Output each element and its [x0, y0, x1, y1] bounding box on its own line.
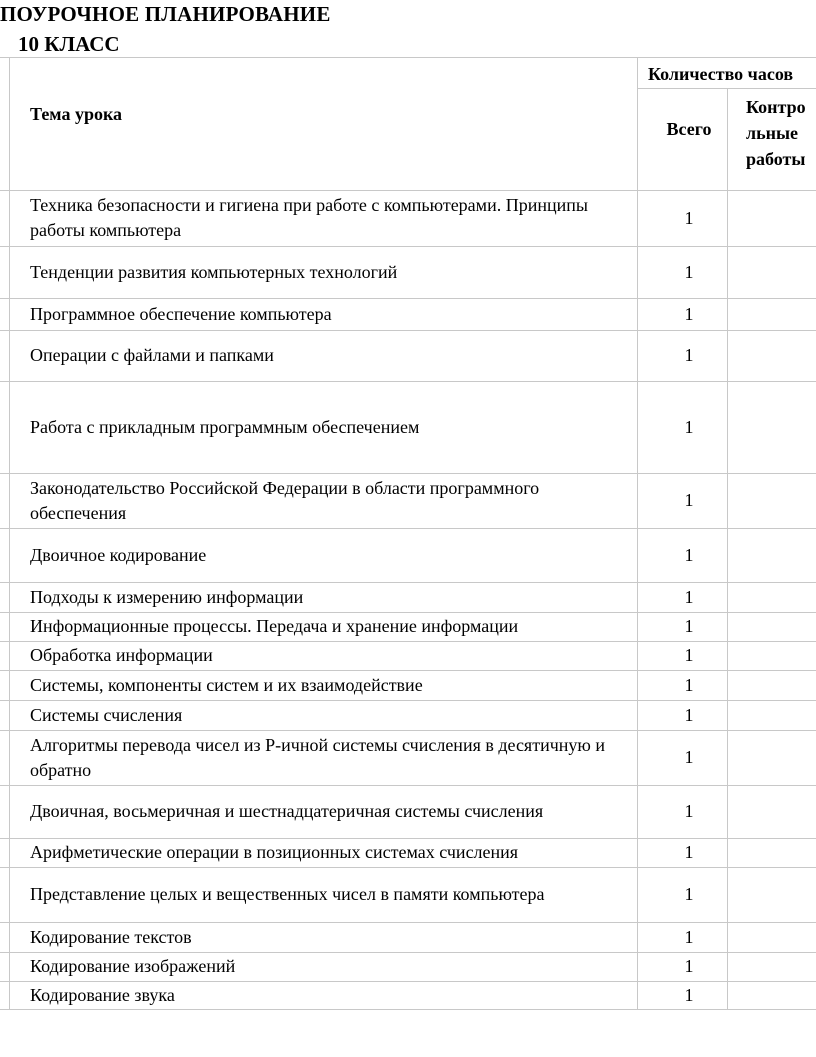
table-row-topic: Программное обеспечение компьютера [30, 303, 332, 324]
table-row-topic: Арифметические операции в позиционных системах счисления [30, 842, 519, 862]
table-row-hours: 1 [684, 926, 694, 947]
table-row-topic: Подходы к измерению информации [30, 586, 304, 607]
table-row-topic: Системы счисления [30, 704, 183, 725]
table-row-hours: 1 [684, 586, 694, 607]
header-hours-group: Количество часов [648, 64, 794, 84]
table-border [0, 57, 816, 58]
table-row-hours: 1 [684, 956, 694, 976]
table-row-hours: 1 [684, 207, 694, 228]
table-row-hours: 1 [684, 842, 694, 862]
table-row-topic: Обработка информации [30, 645, 213, 665]
header-control-line: льные [746, 123, 799, 143]
table-row-topic: Работа с прикладным программным обеспечением [30, 416, 420, 437]
table-row-hours: 1 [684, 616, 694, 636]
row-divider [0, 1009, 816, 1010]
table-row-hours: 1 [684, 490, 694, 510]
table-row-topic: Законодательство Российской Федерации в области программного обеспечения [30, 477, 540, 523]
table-row-topic: Техника безопасности и гигиена при работе с компьютерами. Принципы работы компьютера [30, 195, 588, 240]
table-row-hours: 1 [684, 674, 694, 695]
table-row-hours: 1 [684, 801, 694, 821]
table-row-topic: Системы, компоненты систем и их взаимодействие [30, 674, 423, 695]
table-row-hours: 1 [684, 345, 694, 365]
header-topic: Тема урока [30, 104, 123, 124]
table-row-topic: Кодирование текстов [30, 926, 192, 947]
table-row-hours: 1 [684, 544, 694, 565]
table-row-hours: 1 [684, 416, 694, 437]
column-divider [9, 57, 10, 1009]
table-row-hours: 1 [684, 645, 694, 665]
column-divider [637, 57, 638, 1009]
table-row-topic: Операции с файлами и папками [30, 345, 274, 365]
table-row-topic: Представление целых и вещественных чисел в памяти компьютера [30, 884, 545, 904]
table-row-topic: Кодирование звука [30, 984, 175, 1005]
table-row-topic: Кодирование изображений [30, 956, 236, 976]
table-row-hours: 1 [684, 261, 694, 282]
table-row-topic: Алгоритмы перевода чисел из Р-ичной системы счисления в десятичную и обратно [30, 734, 605, 780]
page-subtitle: 10 КЛАСС [18, 32, 120, 56]
table-row-hours: 1 [684, 984, 694, 1005]
header-control-line: работы [746, 149, 806, 169]
table-row-hours: 1 [684, 704, 694, 725]
page-title: ПОУРОЧНОЕ ПЛАНИРОВАНИЕ [0, 2, 331, 26]
table-row-topic: Двоичное кодирование [30, 544, 207, 565]
table-row-topic: Тенденции развития компьютерных технологий [30, 261, 398, 282]
header-total: Всего [666, 119, 712, 139]
table-row-hours: 1 [684, 884, 694, 904]
header-control-line: Контро [746, 97, 806, 117]
table-row-topic: Информационные процессы. Передача и хранение информации [30, 616, 519, 636]
table-row-hours: 1 [684, 303, 694, 324]
table-row-topic: Двоичная, восьмеричная и шестнадцатеричная системы счисления [30, 801, 544, 821]
table-row-hours: 1 [684, 747, 694, 767]
header-control [746, 94, 806, 172]
